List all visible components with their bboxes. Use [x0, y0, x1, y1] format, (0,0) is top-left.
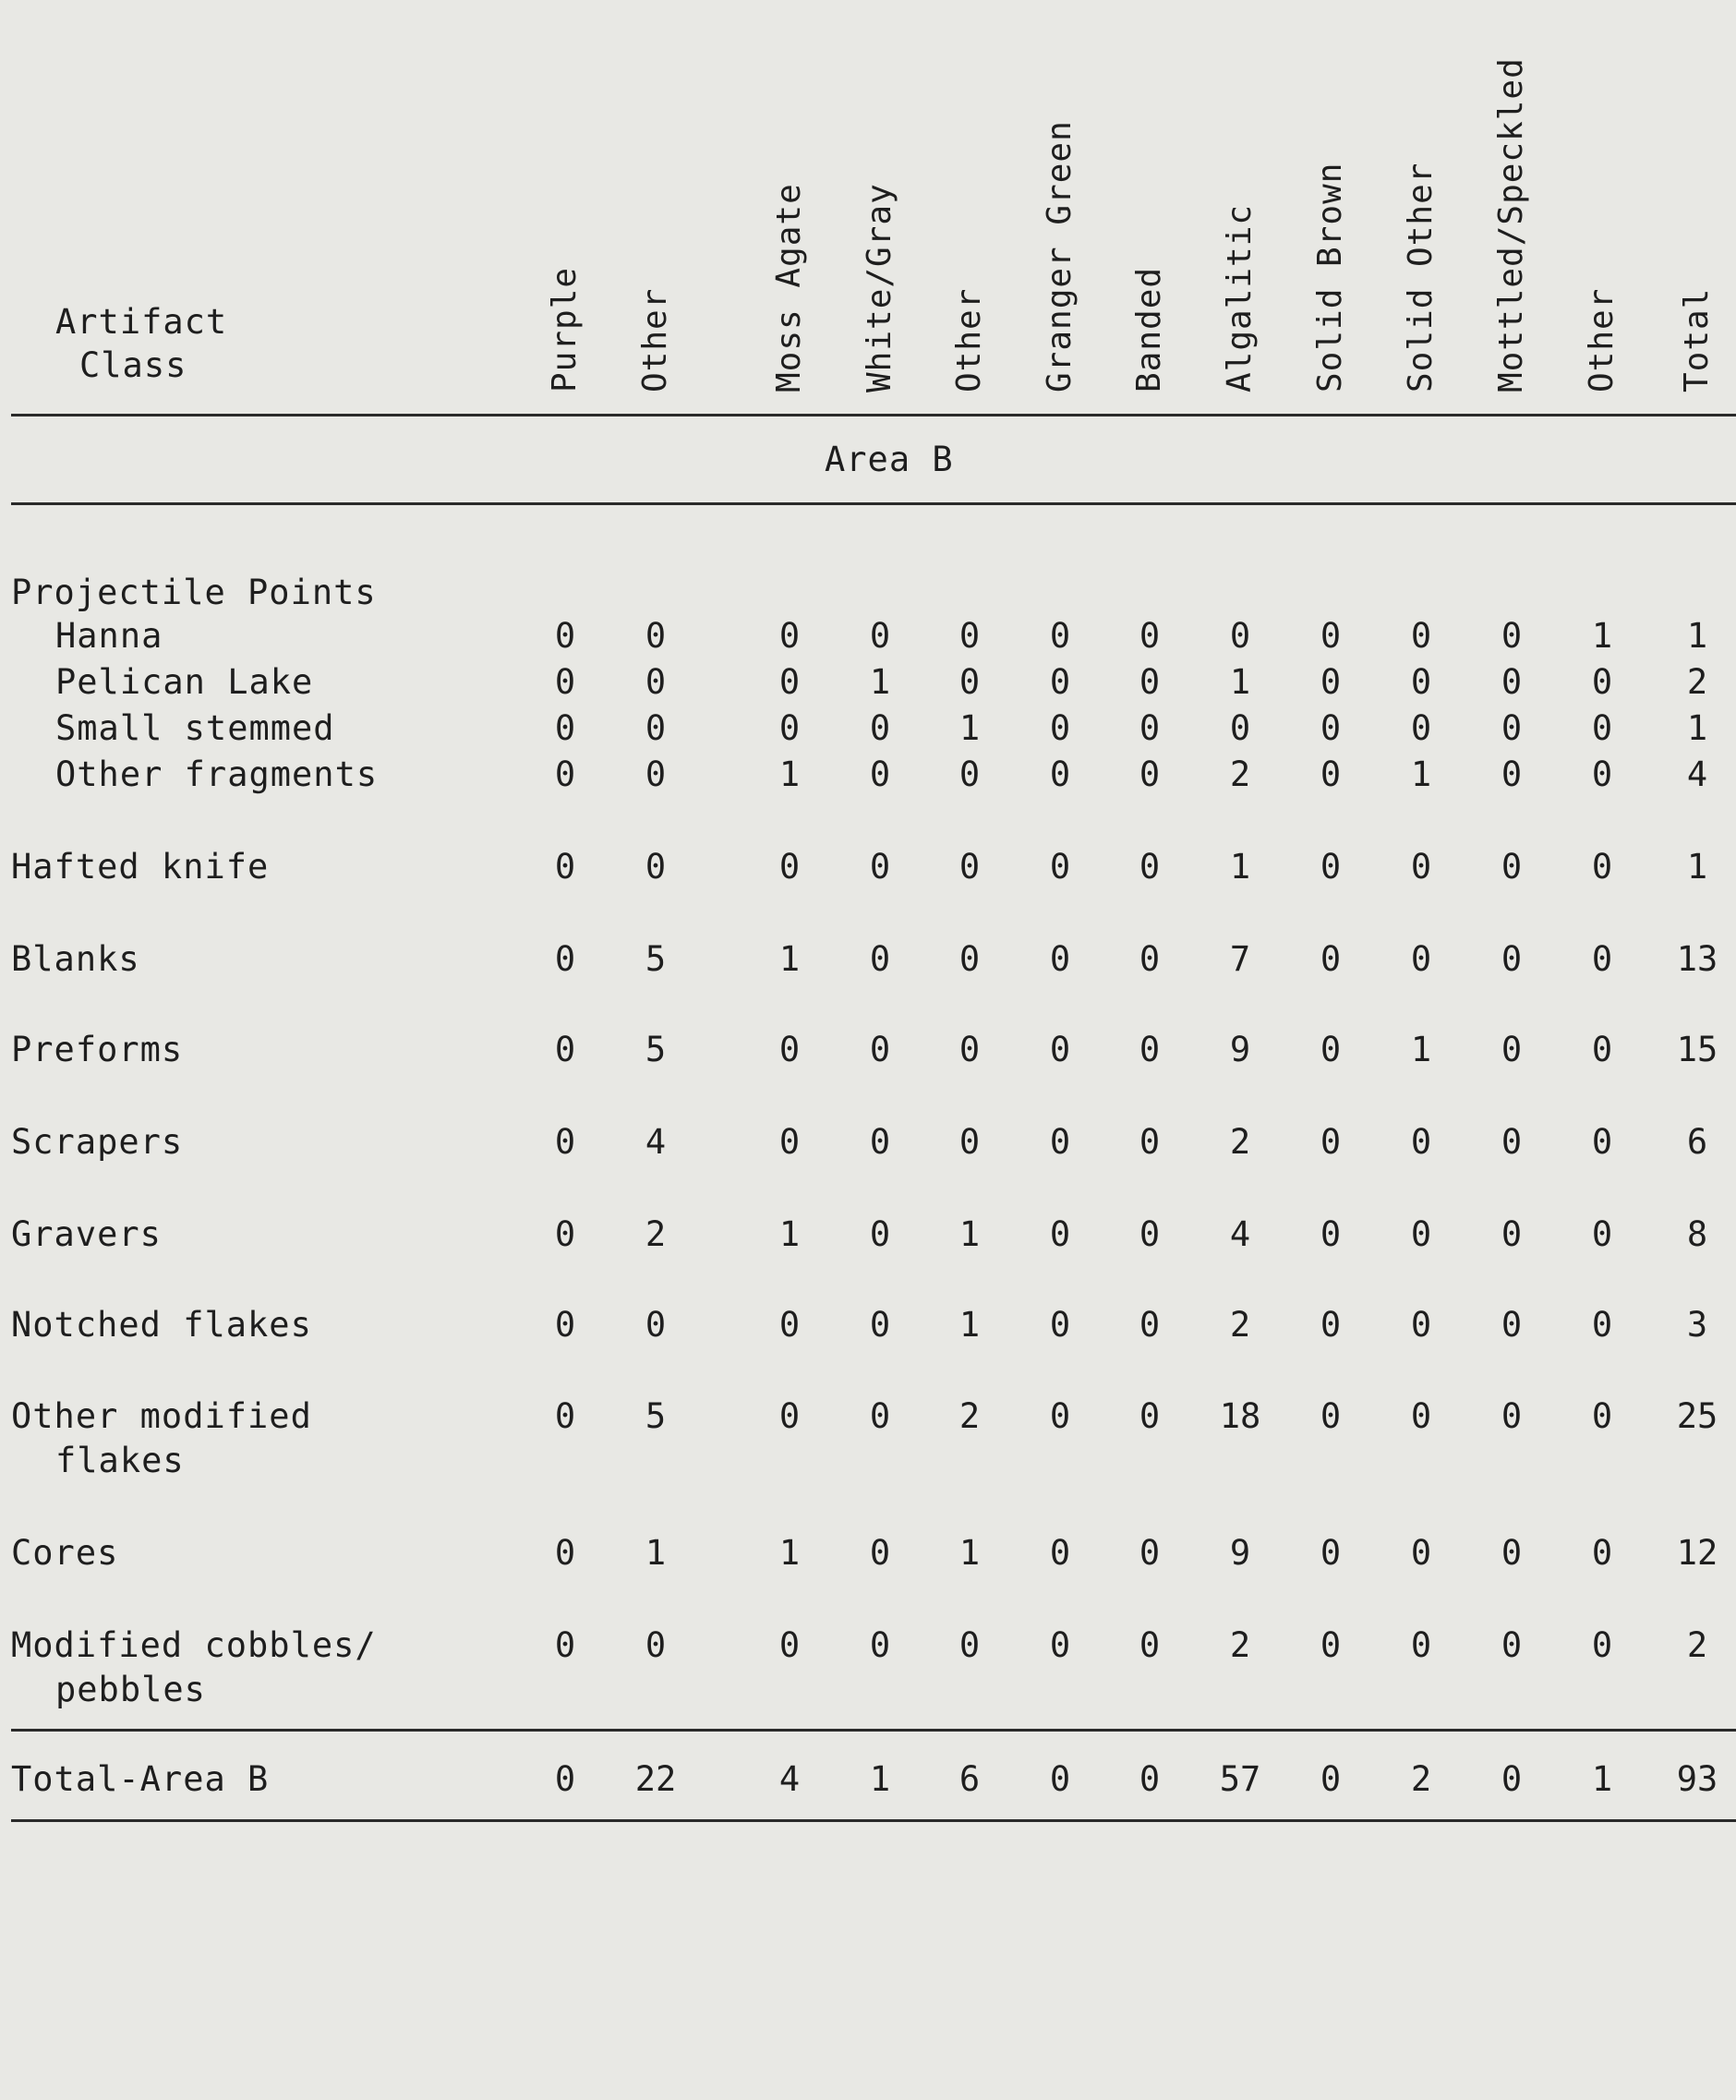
table-cell: 1: [1686, 847, 1708, 887]
table-cell: 5: [645, 1396, 667, 1436]
table-cell: 0: [1410, 708, 1432, 748]
table-cell: 13: [1676, 939, 1718, 979]
table-cell: 1: [1591, 616, 1613, 656]
table-cell: 0: [554, 1625, 576, 1665]
table-cell: 0: [958, 754, 981, 794]
table-cell: 2: [645, 1214, 667, 1254]
table-cell: 0: [645, 754, 667, 794]
table-cell: 0: [554, 1122, 576, 1162]
table-cell: 0: [645, 847, 667, 887]
table-cell: 0: [1591, 1030, 1613, 1069]
table-cell: 1: [778, 754, 801, 794]
table-cell: 0: [1320, 1030, 1342, 1069]
table-cell: 1: [1686, 708, 1708, 748]
table-cell: 0: [1049, 1122, 1071, 1162]
table-cell: 0: [1320, 939, 1342, 979]
table-cell: 1: [958, 1305, 981, 1345]
table-cell: 2: [1229, 754, 1251, 794]
column-header: Algalitic: [1221, 203, 1259, 392]
total-cell: 6: [958, 1759, 981, 1799]
table-cell: 0: [1410, 616, 1432, 656]
row-label: Gravers: [11, 1214, 162, 1254]
total-cell: 22: [634, 1759, 677, 1799]
table-cell: 0: [1591, 1533, 1613, 1573]
table-cell: 0: [958, 1030, 981, 1069]
table-cell: 0: [1591, 1625, 1613, 1665]
row-label: Hanna: [55, 616, 163, 656]
table-cell: 0: [1591, 939, 1613, 979]
table-cell: 0: [1049, 1030, 1071, 1069]
column-header: Total: [1678, 287, 1716, 392]
row-label: pebbles: [55, 1670, 206, 1709]
table-cell: 0: [1501, 1625, 1523, 1665]
table-cell: 0: [554, 616, 576, 656]
table-cell: 0: [1320, 1122, 1342, 1162]
table-cell: 0: [554, 1533, 576, 1573]
total-row-label: Total-Area B: [11, 1759, 270, 1799]
table-cell: 18: [1219, 1396, 1261, 1436]
table-cell: 0: [1501, 616, 1523, 656]
table-cell: 0: [1049, 1396, 1071, 1436]
table-cell: 0: [1139, 1305, 1161, 1345]
table-cell: 0: [1139, 662, 1161, 702]
column-header: White/Gray: [861, 183, 898, 392]
total-cell: 93: [1676, 1759, 1718, 1799]
table-cell: 0: [1229, 708, 1251, 748]
table-cell: 1: [1410, 754, 1432, 794]
column-header: Purple: [546, 266, 584, 392]
table-cell: 0: [554, 754, 576, 794]
group-title: Projectile Points: [11, 573, 377, 612]
column-header: Other: [636, 287, 674, 392]
table-cell: 0: [1139, 1214, 1161, 1254]
table-cell: 1: [1686, 616, 1708, 656]
table-cell: 0: [645, 1305, 667, 1345]
row-label: Pelican Lake: [55, 662, 314, 702]
table-cell: 9: [1229, 1030, 1251, 1069]
total-cell: 0: [1501, 1759, 1523, 1799]
table-cell: 0: [1501, 1396, 1523, 1436]
row-label: flakes: [55, 1441, 185, 1480]
table-cell: 0: [1049, 754, 1071, 794]
table-cell: 0: [1139, 754, 1161, 794]
table-cell: 0: [1320, 1305, 1342, 1345]
table-cell: 0: [554, 1305, 576, 1345]
table-cell: 0: [869, 754, 891, 794]
table-cell: 2: [1229, 1625, 1251, 1665]
table-cell: 0: [1410, 847, 1432, 887]
table-cell: 0: [1410, 1214, 1432, 1254]
table-cell: 0: [1501, 708, 1523, 748]
table-cell: 0: [958, 1625, 981, 1665]
table-cell: 25: [1676, 1396, 1718, 1436]
column-header: Moss Agate: [770, 183, 808, 392]
table-cell: 0: [1501, 1533, 1523, 1573]
total-cell: 0: [1139, 1759, 1161, 1799]
row-label: Preforms: [11, 1030, 184, 1069]
table-cell: 0: [1591, 1396, 1613, 1436]
table-cell: 0: [958, 939, 981, 979]
total-cell: 0: [1049, 1759, 1071, 1799]
total-cell: 2: [1410, 1759, 1432, 1799]
table-cell: 5: [645, 1030, 667, 1069]
table-cell: 0: [958, 847, 981, 887]
table-cell: 0: [1501, 754, 1523, 794]
table-cell: 8: [1686, 1214, 1708, 1254]
table-cell: 0: [1501, 1030, 1523, 1069]
table-cell: 0: [645, 708, 667, 748]
table-cell: 0: [1049, 1214, 1071, 1254]
table-cell: 0: [554, 708, 576, 748]
table-cell: 1: [1410, 1030, 1432, 1069]
table-cell: 0: [554, 1214, 576, 1254]
table-cell: 0: [1591, 662, 1613, 702]
bottom-rule: [11, 1819, 1736, 1822]
table-cell: 0: [778, 708, 801, 748]
column-header: Granger Green: [1041, 120, 1079, 392]
table-cell: 1: [1229, 662, 1251, 702]
table-cell: 1: [778, 1533, 801, 1573]
table-cell: 9: [1229, 1533, 1251, 1573]
table-cell: 0: [1320, 616, 1342, 656]
total-cell: 57: [1219, 1759, 1261, 1799]
table-cell: 0: [645, 662, 667, 702]
table-cell: 0: [1501, 662, 1523, 702]
table-cell: 0: [778, 847, 801, 887]
column-header: Other: [1583, 287, 1621, 392]
total-cell: 1: [869, 1759, 891, 1799]
table-cell: 0: [869, 1030, 891, 1069]
table-cell: 1: [645, 1533, 667, 1573]
header-rule: [11, 414, 1736, 416]
total-cell: 1: [1591, 1759, 1613, 1799]
row-label: Other modified: [11, 1396, 312, 1436]
total-cell: 0: [554, 1759, 576, 1799]
table-cell: 1: [869, 662, 891, 702]
table-cell: 0: [1229, 616, 1251, 656]
row-label: Blanks: [11, 939, 140, 979]
table-cell: 0: [554, 1396, 576, 1436]
table-cell: 0: [554, 1030, 576, 1069]
column-header: Solid Brown: [1311, 162, 1349, 392]
table-cell: 0: [1501, 1122, 1523, 1162]
table-cell: 0: [1410, 939, 1432, 979]
table-cell: 1: [958, 708, 981, 748]
table-cell: 0: [1501, 1214, 1523, 1254]
table-cell: 4: [645, 1122, 667, 1162]
table-cell: 4: [1229, 1214, 1251, 1254]
table-cell: 0: [1139, 939, 1161, 979]
table-cell: 0: [869, 847, 891, 887]
table-cell: 0: [1139, 1396, 1161, 1436]
table-cell: 0: [1320, 708, 1342, 748]
table-cell: 0: [554, 662, 576, 702]
table-cell: 0: [1139, 1625, 1161, 1665]
table-cell: 0: [1139, 616, 1161, 656]
table-cell: 2: [958, 1396, 981, 1436]
row-label: Small stemmed: [55, 708, 335, 748]
table-cell: 0: [1501, 939, 1523, 979]
table-cell: 0: [1320, 847, 1342, 887]
table-cell: 12: [1676, 1533, 1718, 1573]
row-label: Other fragments: [55, 754, 379, 794]
total-cell: 4: [778, 1759, 801, 1799]
column-header: Banded: [1130, 266, 1168, 392]
table-cell: 0: [958, 616, 981, 656]
table-cell: 0: [778, 1305, 801, 1345]
table-cell: 0: [1139, 1030, 1161, 1069]
table-cell: 0: [1320, 662, 1342, 702]
table-cell: 4: [1686, 754, 1708, 794]
table-cell: 2: [1229, 1305, 1251, 1345]
table-cell: 0: [1591, 754, 1613, 794]
table-cell: 2: [1686, 1625, 1708, 1665]
table-cell: 0: [1320, 754, 1342, 794]
table-cell: 0: [1049, 662, 1071, 702]
table-cell: 0: [1410, 1305, 1432, 1345]
table-cell: 0: [1410, 1396, 1432, 1436]
table-cell: 0: [1139, 847, 1161, 887]
table-cell: 0: [778, 616, 801, 656]
table-cell: 7: [1229, 939, 1251, 979]
column-header: Other: [950, 287, 988, 392]
section-rule: [11, 502, 1736, 505]
column-header: Mottled/Speckled: [1492, 57, 1530, 392]
table-cell: 0: [869, 1625, 891, 1665]
table-cell: 0: [1591, 1305, 1613, 1345]
table-cell: 0: [869, 708, 891, 748]
table-cell: 5: [645, 939, 667, 979]
table-cell: 0: [1049, 708, 1071, 748]
table-cell: 0: [1139, 708, 1161, 748]
table-cell: 0: [778, 1122, 801, 1162]
table-cell: 0: [554, 939, 576, 979]
table-cell: 0: [1139, 1533, 1161, 1573]
table-cell: 0: [778, 1396, 801, 1436]
table-cell: 0: [1320, 1396, 1342, 1436]
table-cell: 0: [1320, 1625, 1342, 1665]
table-cell: 0: [869, 1305, 891, 1345]
table-cell: 1: [958, 1533, 981, 1573]
section-title: Area B: [825, 440, 954, 479]
table-cell: 0: [1501, 847, 1523, 887]
table-cell: 0: [1049, 1305, 1071, 1345]
table-cell: 0: [958, 662, 981, 702]
table-cell: 0: [778, 1030, 801, 1069]
table-cell: 0: [1320, 1533, 1342, 1573]
table-cell: 0: [869, 1214, 891, 1254]
row-label-header: Class: [79, 345, 187, 385]
table-cell: 0: [1049, 847, 1071, 887]
table-cell: 0: [1139, 1122, 1161, 1162]
table-cell: 0: [778, 662, 801, 702]
table-cell: 0: [1410, 1533, 1432, 1573]
table-cell: 0: [869, 1122, 891, 1162]
table-cell: 0: [1410, 1122, 1432, 1162]
table-cell: 0: [869, 1533, 891, 1573]
table-cell: 0: [778, 1625, 801, 1665]
table-cell: 0: [1591, 1214, 1613, 1254]
column-header: Solid Other: [1402, 162, 1440, 392]
table-cell: 0: [1320, 1214, 1342, 1254]
table-cell: 0: [1049, 1533, 1071, 1573]
row-label: Notched flakes: [11, 1305, 312, 1345]
table-cell: 1: [958, 1214, 981, 1254]
table-cell: 0: [645, 1625, 667, 1665]
row-label-header: Artifact: [55, 302, 228, 342]
table-cell: 0: [1501, 1305, 1523, 1345]
table-cell: 0: [869, 939, 891, 979]
table-cell: 3: [1686, 1305, 1708, 1345]
table-cell: 0: [869, 1396, 891, 1436]
total-cell: 0: [1320, 1759, 1342, 1799]
row-label: Scrapers: [11, 1122, 184, 1162]
row-label: Cores: [11, 1533, 119, 1573]
table-cell: 2: [1229, 1122, 1251, 1162]
table-cell: 0: [1049, 616, 1071, 656]
table-cell: 0: [645, 616, 667, 656]
row-label: Modified cobbles/: [11, 1625, 377, 1665]
table-cell: 1: [778, 1214, 801, 1254]
table-cell: 0: [958, 1122, 981, 1162]
table-cell: 1: [1229, 847, 1251, 887]
table-cell: 2: [1686, 662, 1708, 702]
table-cell: 0: [554, 847, 576, 887]
table-cell: 0: [1049, 939, 1071, 979]
table-cell: 0: [1410, 662, 1432, 702]
table-cell: 0: [1410, 1625, 1432, 1665]
table-cell: 15: [1676, 1030, 1718, 1069]
table-cell: 0: [869, 616, 891, 656]
table-cell: 0: [1591, 1122, 1613, 1162]
table-cell: 1: [778, 939, 801, 979]
total-top-rule: [11, 1729, 1736, 1732]
table-cell: 0: [1049, 1625, 1071, 1665]
table-cell: 6: [1686, 1122, 1708, 1162]
table-cell: 0: [1591, 847, 1613, 887]
table-cell: 0: [1591, 708, 1613, 748]
row-label: Hafted knife: [11, 847, 270, 887]
